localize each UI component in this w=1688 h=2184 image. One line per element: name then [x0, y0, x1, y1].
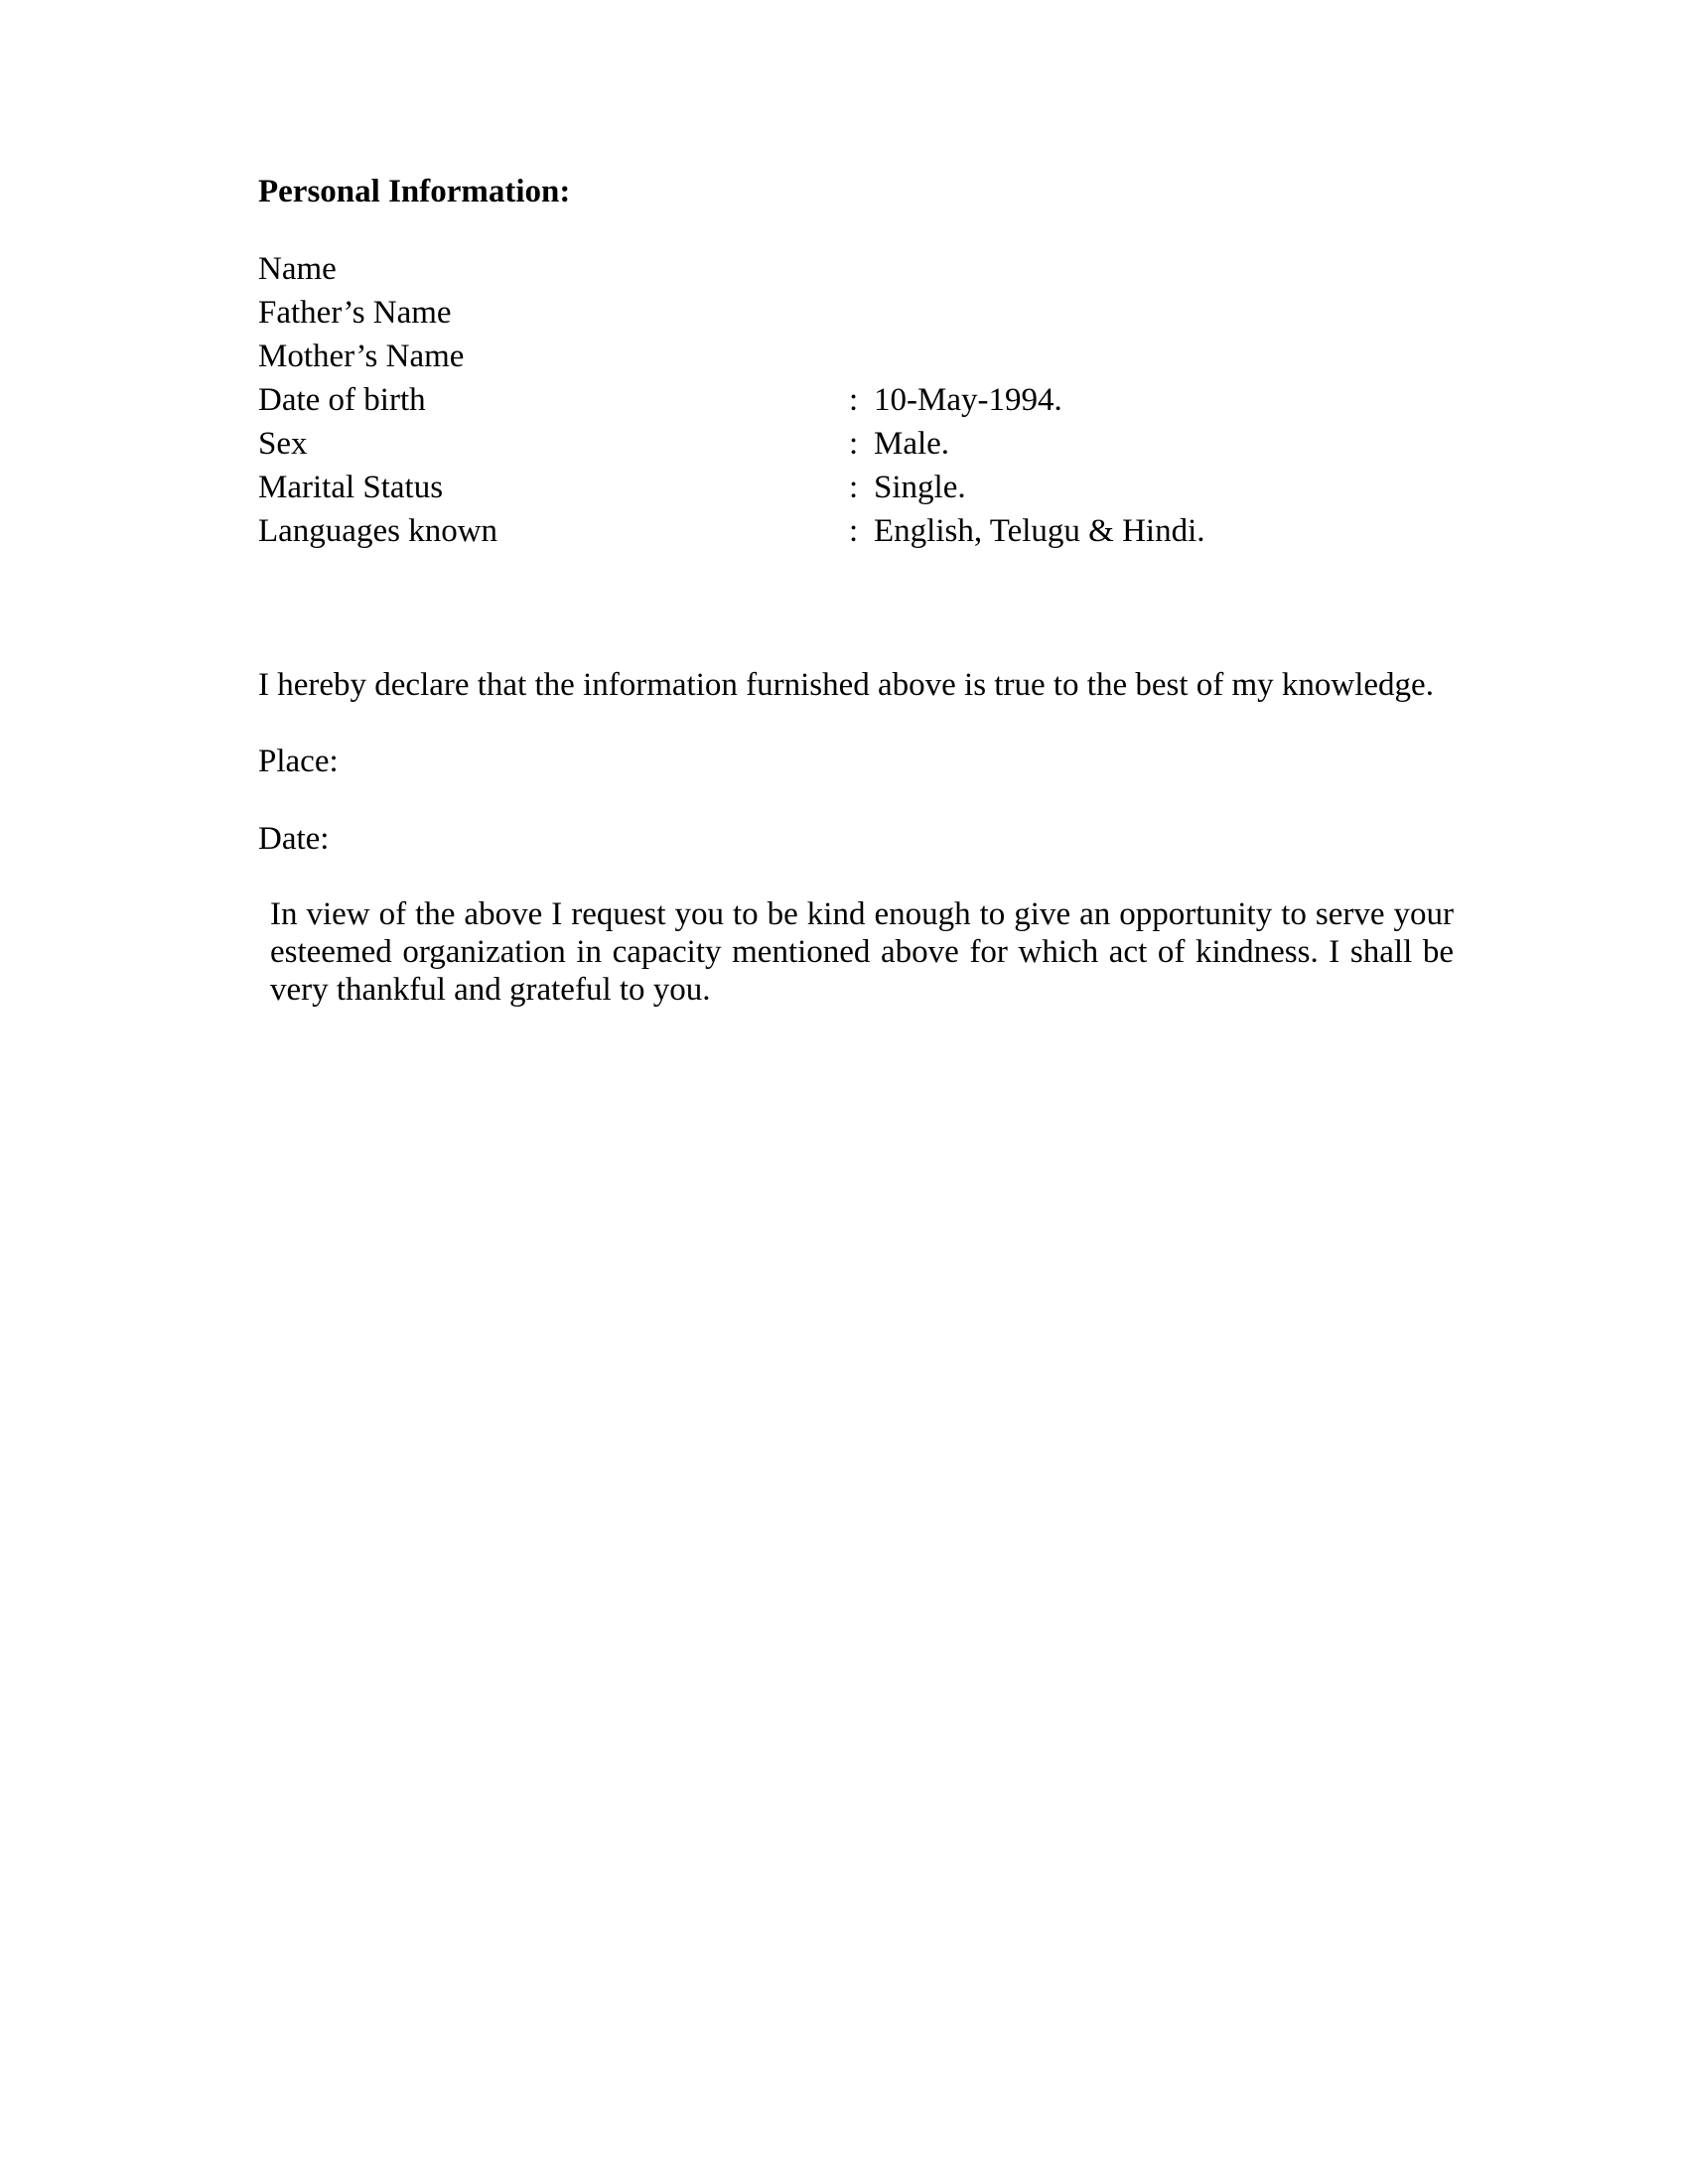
- info-row-fathers-name: [258, 291, 1251, 335]
- info-row-sex: [258, 422, 1251, 466]
- info-row-date-of-birth: [258, 378, 1251, 422]
- info-row-languages-known: [258, 509, 1251, 553]
- info-value: Male.: [874, 426, 950, 462]
- info-label: Languages known: [258, 513, 498, 549]
- info-label: Father’s Name: [258, 295, 452, 331]
- request-paragraph: In view of the above I request you to be kind enough to give an opportunity to serve your esteemed organization in capacity mentioned above for which act of kindness. I shall be very thankful and grateful to you.: [270, 896, 1454, 1008]
- info-value: Single.: [874, 470, 966, 505]
- info-colon: :: [849, 382, 859, 418]
- info-label: Marital Status: [258, 470, 444, 505]
- place-label: Place:: [258, 744, 339, 779]
- info-label: Sex: [258, 426, 308, 462]
- info-colon: :: [849, 513, 859, 549]
- info-row-name: [258, 247, 1251, 291]
- info-colon: :: [849, 470, 859, 505]
- info-value: English, Telugu & Hindi.: [874, 513, 1205, 549]
- info-row-mothers-name: [258, 335, 1251, 378]
- info-label: Name: [258, 251, 337, 287]
- declaration-statement: I hereby declare that the information furnished above is true to the best of my knowledge.: [258, 667, 1434, 703]
- date-label: Date:: [258, 821, 330, 857]
- section-heading-personal-information: Personal Information:: [258, 174, 571, 209]
- info-label: Date of birth: [258, 382, 426, 418]
- info-row-marital-status: [258, 466, 1251, 509]
- info-label: Mother’s Name: [258, 339, 465, 374]
- info-colon: :: [849, 426, 859, 462]
- info-value: 10-May-1994.: [874, 382, 1062, 418]
